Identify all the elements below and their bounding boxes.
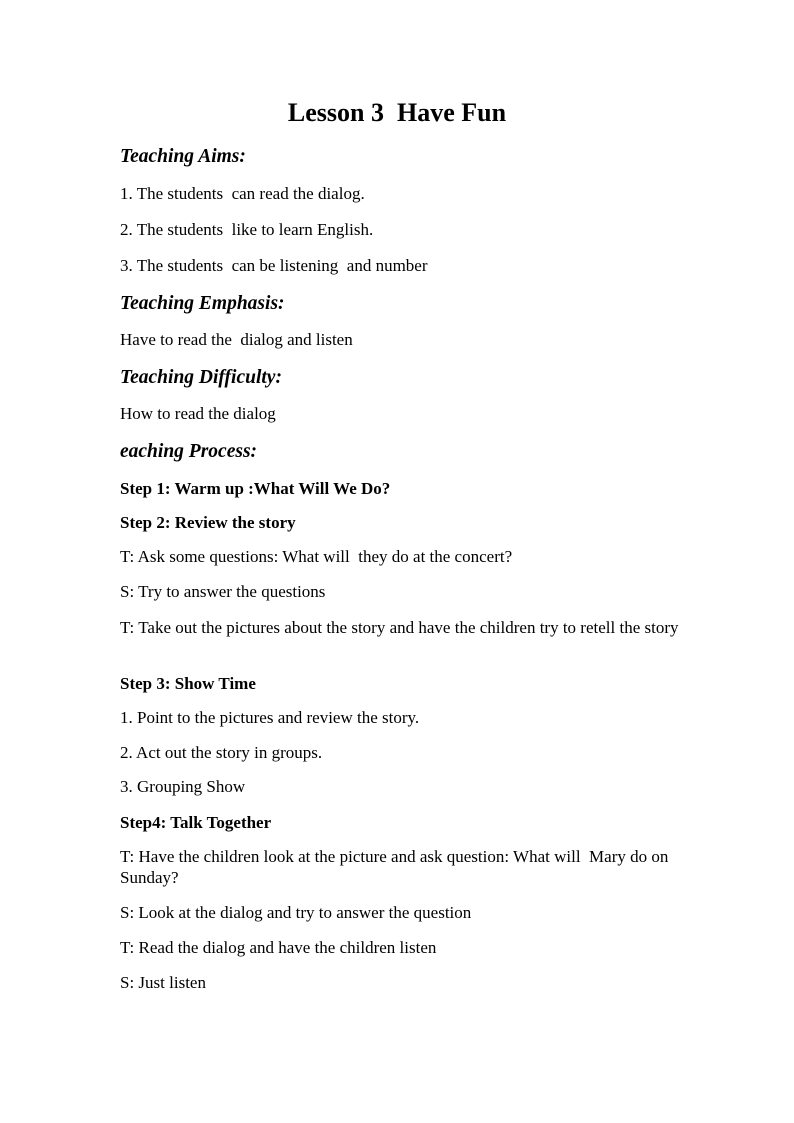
step-2-line-2: S: Try to answer the questions bbox=[120, 582, 326, 601]
emphasis-text: Have to read the dialog and listen bbox=[120, 330, 353, 349]
step-4-line-3: T: Read the dialog and have the children listen bbox=[120, 938, 437, 957]
difficulty-text: How to read the dialog bbox=[120, 404, 276, 423]
step-1-title: Step 1: Warm up :What Will We Do? bbox=[120, 479, 391, 498]
step-2-title: Step 2: Review the story bbox=[120, 513, 296, 532]
document-title: Lesson 3 Have Fun bbox=[287, 98, 507, 127]
step-3-line-2: 2. Act out the story in groups. bbox=[120, 743, 323, 762]
step-4-line-2: S: Look at the dialog and try to answer the question bbox=[120, 903, 472, 922]
teaching-process-heading: eaching Process: bbox=[120, 441, 258, 462]
step-3-title: Step 3: Show Time bbox=[120, 674, 256, 693]
aim-item-3: 3. The students can be listening and number bbox=[120, 256, 428, 275]
step-2-line-3: T: Take out the pictures about the story and have the children try to retell the story bbox=[120, 618, 679, 637]
teaching-aims-heading: Teaching Aims: bbox=[120, 146, 246, 167]
step-4-line-4: S: Just listen bbox=[120, 973, 206, 992]
teaching-difficulty-heading: Teaching Difficulty: bbox=[120, 367, 282, 388]
aim-item-2: 2. The students like to learn English. bbox=[120, 220, 374, 239]
step-3-line-3: 3. Grouping Show bbox=[120, 777, 246, 796]
aim-item-1: 1. The students can read the dialog. bbox=[120, 184, 365, 203]
step-3-line-1: 1. Point to the pictures and review the story. bbox=[120, 708, 420, 727]
step-4-line-1: T: Have the children look at the picture and ask question: What will Mary do on Sunday? bbox=[120, 847, 673, 887]
teaching-emphasis-heading: Teaching Emphasis: bbox=[120, 293, 285, 314]
step-2-line-1: T: Ask some questions: What will they do at the concert? bbox=[120, 547, 513, 566]
step-4-title: Step4: Talk Together bbox=[120, 813, 272, 832]
